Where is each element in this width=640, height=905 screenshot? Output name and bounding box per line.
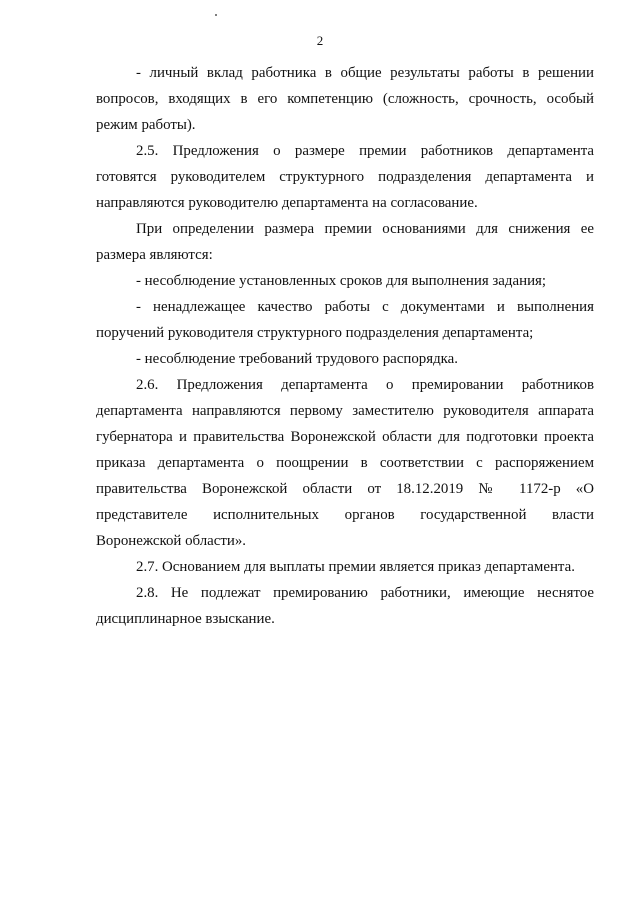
paragraph-2-7: 2.7. Основанием для выплаты премии является приказ департамента. — [136, 559, 575, 575]
paragraph-reduction-grounds: При определении размера премии основаниями для снижения ее размера являются: — [96, 221, 594, 263]
paragraph-2-6: 2.6. Предложения департамента о премировании работников департамента направляются первому заместителю руководителя аппарата губернатора и правительства Воронежской области для подготовки проекта приказа департамента о поощрении в соответствии с распоряжением правительства Воронежской области от 18.12.2019 № 1172-р «О представителе исполнительных органов государственной власти Воронежской области». — [96, 377, 594, 549]
paragraph-2-8: 2.8. Не подлежат премированию работники, имеющие неснятое дисциплинарное взыскание. — [96, 585, 594, 627]
page-number: 2 — [316, 33, 324, 48]
document-body — [96, 60, 594, 632]
paragraph-2-5: 2.5. Предложения о размере премии работников департамента готовятся руководителем структурного подразделения департамента и направляются руководителю департамента на согласование. — [96, 143, 594, 211]
paragraph-personal-contribution: - личный вклад работника в общие результаты работы в решении вопросов, входящих в его компетенцию (сложность, срочность, особый режим работы). — [96, 65, 594, 133]
paragraph-poor-quality: - ненадлежащее качество работы с документами и выполнения поручений руководителя структурного подразделения департамента; — [96, 299, 594, 341]
paragraph-labor-regulations: - несоблюдение требований трудового распорядка. — [136, 351, 459, 367]
scan-speck — [215, 14, 217, 16]
paragraph-deadline-violation: - несоблюдение установленных сроков для выполнения задания; — [136, 273, 547, 289]
